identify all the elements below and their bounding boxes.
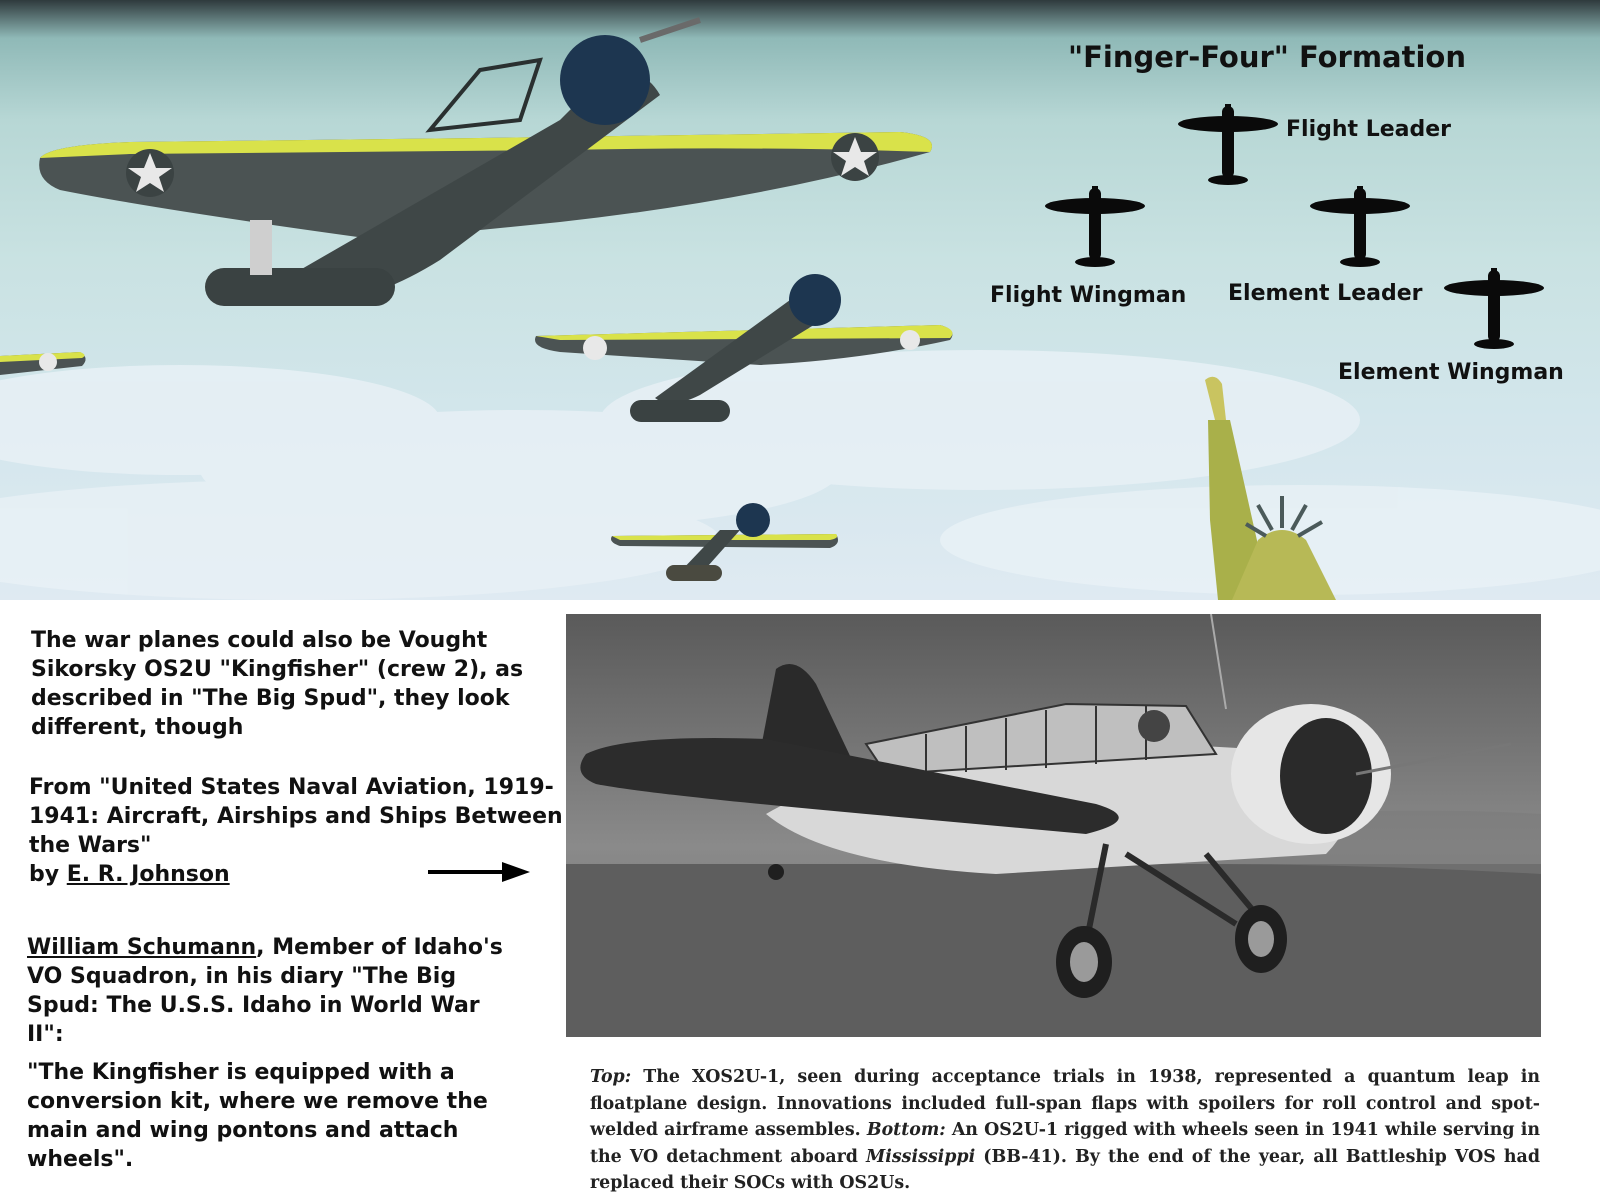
flight-leader-label: Flight Leader — [1286, 117, 1451, 142]
arrow-right-icon — [428, 860, 530, 884]
diary-quote: "The Kingfisher is equipped with a conversion kit, where we remove the main and wing pontons and attach wheels". — [27, 1060, 488, 1172]
kingfisher-photo — [566, 614, 1541, 1037]
diarist-description: , Member of Idaho's VO Squadron, in his diary "The Big Spud: The U.S.S. Idaho in World War II": — [27, 935, 503, 1047]
cloud-layer — [0, 350, 1600, 600]
kingfisher-photo-drawing — [566, 614, 1541, 1037]
photo-caption — [590, 1064, 1540, 1197]
element-leader-silhouette-icon — [1310, 184, 1410, 267]
caption-ship-name: Mississippi — [866, 1146, 976, 1167]
element-wingman-silhouette-icon — [1444, 266, 1544, 349]
element-leader-label: Element Leader — [1228, 281, 1423, 306]
source-by: by — [29, 862, 67, 887]
caption-top-label: Top: — [590, 1067, 632, 1087]
caption-bottom-text-2: (BB-41). By the end of the year, all Battleship VOS had replaced their SOCs with OS2Us. — [590, 1146, 1540, 1193]
caption-bottom-text-1: An OS2U-1 rigged with wheels seen in 1941 while serving in the VO detachment aboard — [590, 1120, 1540, 1167]
flight-wingman-label: Flight Wingman — [990, 283, 1187, 308]
flight-leader-silhouette-icon — [1178, 102, 1278, 185]
caption-bottom-label: Bottom: — [866, 1120, 946, 1140]
source-author-link[interactable]: E. R. Johnson — [66, 862, 230, 887]
diarist-name-link[interactable]: William Schumann — [27, 935, 257, 960]
source-title: From "United States Naval Aviation, 1919-1941: Aircraft, Airships and Ships Between the Wars" — [29, 775, 563, 858]
intro-text: The war planes could also be Vought Sikorsky OS2U "Kingfisher" (crew 2), as described in "The Big Spud", they look different, though — [31, 628, 524, 740]
formation-title: "Finger-Four" Formation — [1068, 40, 1466, 74]
caption-top-text: The XOS2U-1, seen during acceptance trials in 1938, represented a quantum leap in floatplane design. Innovations included full-span flaps with spoilers for roll control and spot-welded airframe assembles. — [590, 1067, 1540, 1140]
large-plane-illustration — [39, 20, 932, 306]
diarist-paragraph — [27, 933, 507, 1049]
flight-wingman-silhouette-icon — [1045, 184, 1145, 267]
element-wingman-label: Element Wingman — [1338, 360, 1564, 385]
